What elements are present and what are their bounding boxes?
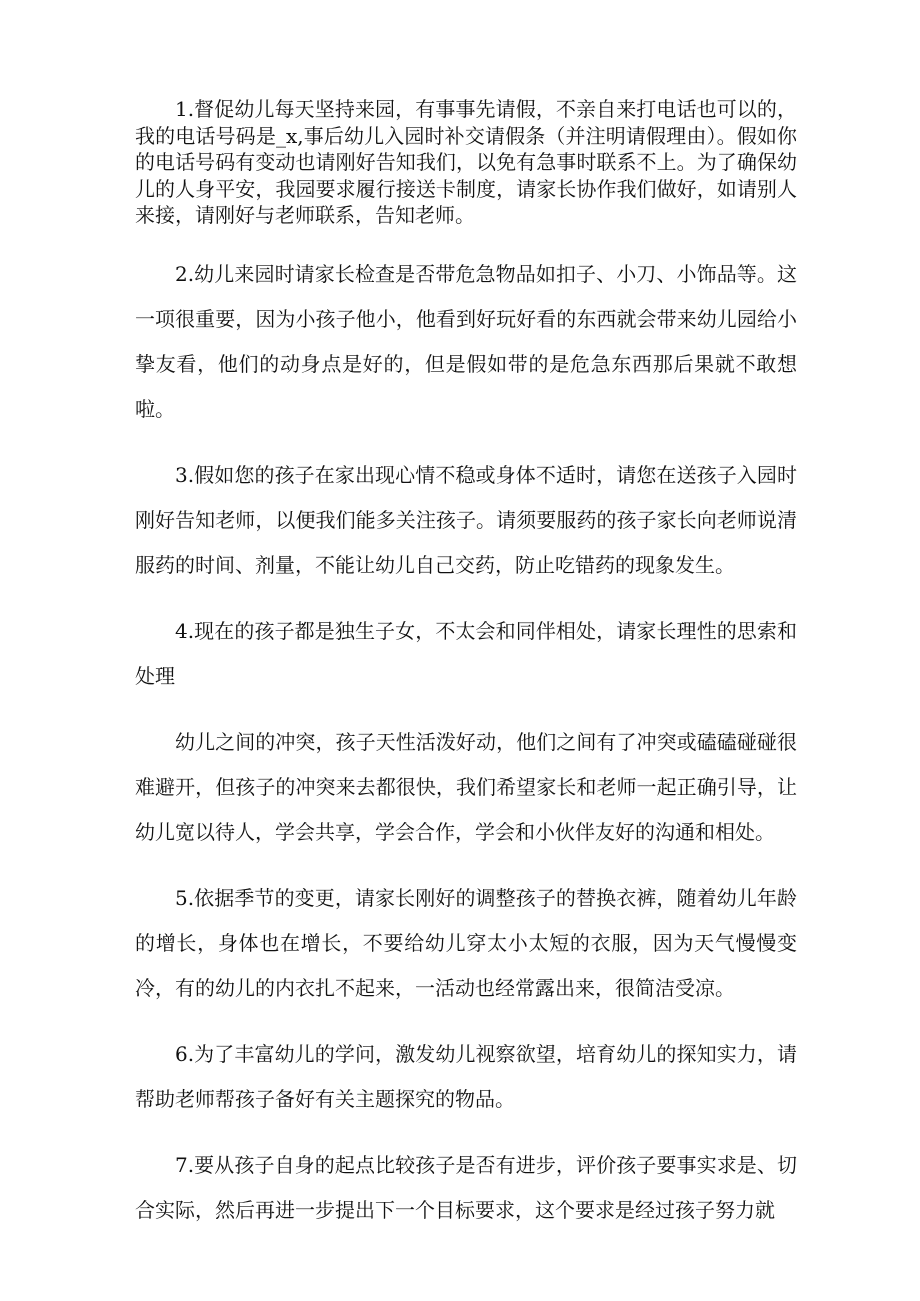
paragraph-4: 4.现在的孩子都是独生子女，不太会和同伴相处，请家长理性的思索和处理	[135, 618, 797, 688]
paragraph-2: 2.幼儿来园时请家长检查是否带危急物品如扣子、小刀、小饰品等。这一项很重要，因为小孩子他小，他看到好玩好看的东西就会带来幼儿园给小挚友看，他们的动身点是好的，但是假如带的是危急东西那后果就不敢想啦。	[135, 261, 797, 421]
paragraph-5: 幼儿之间的冲突，孩子天性活泼好动，他们之间有了冲突或磕磕碰碰很难避开，但孩子的冲突来去都很快，我们希望家长和老师一起正确引导，让幼儿宽以待人，学会共享，学会合作，学会和小伙伴友好的沟通和相处。	[135, 729, 797, 844]
paragraph-7: 6.为了丰富幼儿的学问，激发幼儿视察欲望，培育幼儿的探知实力，请帮助老师帮孩子备好有关主题探究的物品。	[135, 1041, 797, 1111]
paragraph-1: 1.督促幼儿每天坚持来园，有事事先请假，不亲自来打电话也可以的，我的电话号码是_x,事后幼儿入园时补交请假条（并注明请假理由）。假如你的电话号码有变动也请刚好告知我们，以免有急事时联系不上。为了确保幼儿的人身平安，我园要求履行接送卡制度，请家长协作我们做好，如请别人来接，请刚好与老师联系，告知老师。	[135, 97, 797, 227]
paragraph-8: 7.要从孩子自身的起点比较孩子是否有进步，评价孩子要事实求是、切合实际，然后再进一步提出下一个目标要求，这个要求是经过孩子努力就	[135, 1152, 797, 1222]
paragraph-3: 3.假如您的孩子在家出现心情不稳或身体不适时，请您在送孩子入园时刚好告知老师，以便我们能多关注孩子。请须要服药的孩子家长向老师说清服药的时间、剂量，不能让幼儿自己交药，防止吃错药的现象发生。	[135, 462, 797, 577]
document-body	[135, 96, 797, 1254]
paragraph-6: 5.依据季节的变更，请家长刚好的调整孩子的替换衣裤，随着幼儿年龄的增长，身体也在增长，不要给幼儿穿太小太短的衣服，因为天气慢慢变冷，有的幼儿的内衣扎不起来，一活动也经常露出来，很简洁受凉。	[135, 885, 797, 1000]
